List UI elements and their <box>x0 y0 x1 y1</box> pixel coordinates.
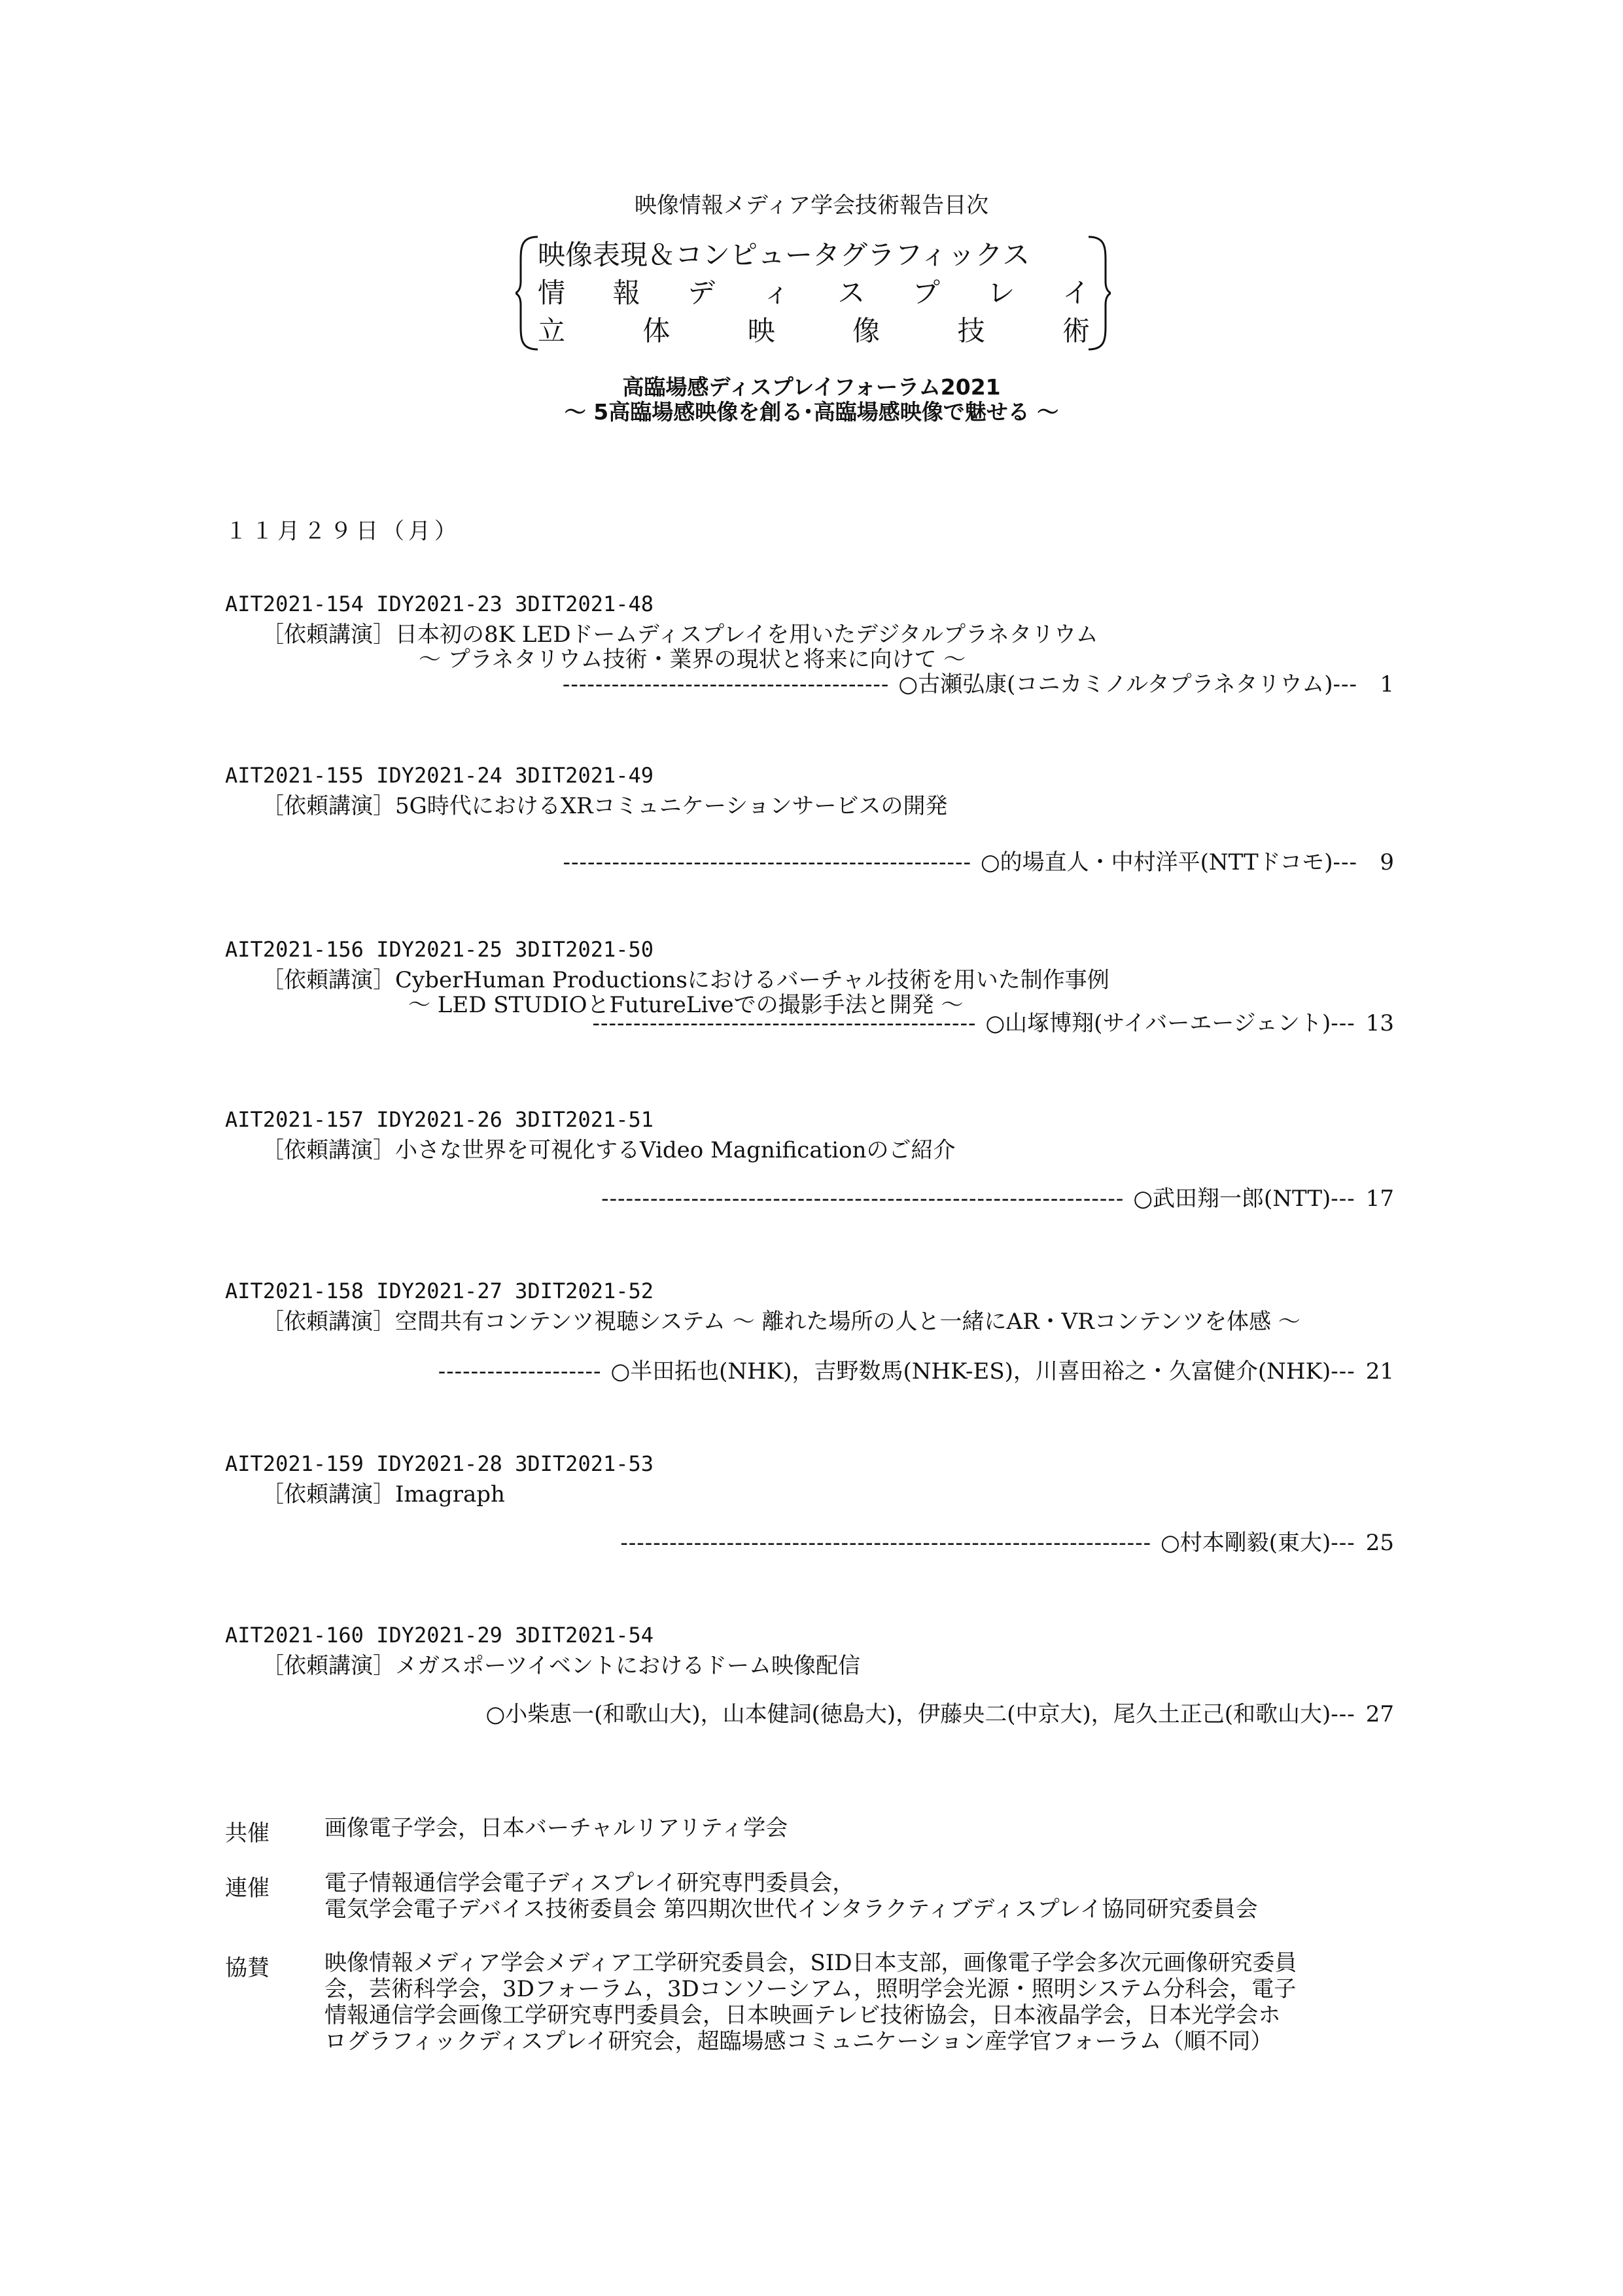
char: 立 <box>538 315 566 347</box>
page-number: 1 <box>1380 671 1394 698</box>
trail-dashes: --- <box>1331 1010 1355 1036</box>
char: 体 <box>642 315 671 347</box>
program-entry <box>0 592 1623 709</box>
char: ィ <box>762 277 790 309</box>
left-bracket-shape <box>515 237 538 349</box>
cohost-body <box>324 1815 788 1841</box>
paper-ids: AIT2021-157 IDY2021-26 3DIT2021-51 <box>225 1107 654 1132</box>
author-line <box>593 1005 1394 1037</box>
leader-dashes: ----------------------------------------------- <box>592 1010 977 1036</box>
trail-dashes: --- <box>1331 1186 1355 1212</box>
program-entry <box>0 937 1623 1055</box>
author-line <box>563 666 1394 698</box>
program-entry <box>0 1107 1623 1225</box>
paper-authors: ○小柴恵一(和歌山大)，山本健詞(徳島大)，伊藤央二(中京大)，尾久土正己(和歌山大) <box>485 1701 1331 1727</box>
paper-authors: ○山塚博翔(サイバーエージェント) <box>985 1010 1331 1036</box>
page-number: 9 <box>1380 849 1394 875</box>
page-number: 25 <box>1365 1530 1394 1556</box>
paper-ids: AIT2021-154 IDY2021-23 3DIT2021-48 <box>225 592 654 616</box>
paper-subtitle: ～ LED STUDIOとFutureLiveでの撮影手法と開発 ～ <box>408 992 964 1018</box>
paper-title: ［依頼講演］メガスポーツイベントにおけるドーム映像配信 <box>262 1653 860 1679</box>
paper-title: ［依頼講演］CyberHuman Productionsにおけるバーチャル技術を用いた制作事例 <box>262 967 1109 993</box>
paper-authors: ○的場直人・中村洋平(NTTドコモ) <box>980 849 1333 875</box>
paper-authors: ○村本剛毅(東大) <box>1161 1530 1331 1556</box>
support-line: 会，芸術科学会，3Dフォーラム，3Dコンソーシアム，照明学会光源・照明システム分科会，電子 <box>324 1976 1297 2002</box>
char: プ <box>912 277 940 309</box>
forum-subtitle: ～ 5高臨場感映像を創る･高臨場感映像で魅せる ～ <box>564 399 1059 425</box>
page-number: 27 <box>1365 1701 1394 1727</box>
program-entry <box>0 1279 1623 1396</box>
paper-ids: AIT2021-159 IDY2021-28 3DIT2021-53 <box>225 1451 654 1476</box>
char: レ <box>987 277 1015 309</box>
leader-dashes: ---------------------------------------------------------------- <box>601 1186 1125 1212</box>
char: 情 <box>538 277 566 309</box>
program-entry <box>0 1451 1623 1569</box>
category-av-cg: 映像表現＆コンピュータグラフィックス <box>538 239 1030 271</box>
char: 映 <box>747 315 775 347</box>
author-line <box>563 844 1394 876</box>
paper-authors: ○半田拓也(NHK)，吉野数馬(NHK-ES)，川喜田裕之・久富健介(NHK) <box>610 1358 1331 1385</box>
page-number: 21 <box>1365 1358 1394 1385</box>
paper-title: ［依頼講演］日本初の8K LEDドームディスプレイを用いたデジタルプラネタリウム <box>262 622 1098 648</box>
trail-dashes: --- <box>1331 1701 1355 1727</box>
char: 像 <box>852 315 881 347</box>
paper-ids: AIT2021-160 IDY2021-29 3DIT2021-54 <box>225 1623 654 1648</box>
char: イ <box>1062 277 1090 309</box>
author-line <box>438 1353 1394 1385</box>
cohost-label: 共催 <box>225 1820 270 1846</box>
author-line <box>476 1696 1394 1728</box>
page-number: 13 <box>1365 1010 1394 1036</box>
support-line: ログラフィックディスプレイ研究会，超臨場感コミュニケーション産学官フォーラム（順不同） <box>324 2028 1273 2055</box>
char: 技 <box>957 315 985 347</box>
char: 報 <box>612 277 640 309</box>
program-entry <box>0 1623 1623 1740</box>
author-line <box>601 1180 1394 1212</box>
support-label: 協賛 <box>225 1955 270 1981</box>
char: ス <box>837 277 865 309</box>
char: デ <box>688 277 716 309</box>
trail-dashes: --- <box>1333 671 1357 698</box>
category-bracket-box <box>515 234 1111 352</box>
char: 術 <box>1062 315 1090 347</box>
author-line <box>620 1525 1394 1557</box>
paper-title: ［依頼講演］5G時代におけるXRコミュニケーションサービスの開発 <box>262 793 948 819</box>
paper-ids: AIT2021-158 IDY2021-27 3DIT2021-52 <box>225 1279 654 1303</box>
joint-line: 電子情報通信学会電子ディスプレイ研究専門委員会， <box>324 1870 855 1896</box>
paper-title: ［依頼講演］Imagraph <box>262 1481 505 1508</box>
leader-dashes: ----------------------------------------------------------------- <box>620 1530 1152 1556</box>
cohost-line: 画像電子学会，日本バーチャルリアリティ学会 <box>324 1815 788 1841</box>
leader-dashes: ---------------------------------------- <box>562 671 890 698</box>
paper-ids: AIT2021-156 IDY2021-25 3DIT2021-50 <box>225 937 654 962</box>
report-header: 映像情報メディア学会技術報告目次 <box>634 192 989 219</box>
trail-dashes: --- <box>1333 849 1357 875</box>
session-date: １１月２９日（月） <box>225 518 461 544</box>
trail-dashes: --- <box>1331 1358 1355 1385</box>
joint-label: 連催 <box>225 1875 270 1901</box>
paper-ids: AIT2021-155 IDY2021-24 3DIT2021-49 <box>225 763 654 788</box>
joint-line: 電気学会電子デバイス技術委員会 第四期次世代インタラクティブディスプレイ協同研究委員会 <box>324 1896 1258 1922</box>
paper-authors: ○武田翔一郎(NTT) <box>1133 1186 1331 1212</box>
joint-body <box>324 1870 1258 1922</box>
paper-authors: ○古瀬弘康(コニカミノルタプラネタリウム) <box>898 671 1333 698</box>
support-body <box>324 1950 1297 2055</box>
forum-title: 高臨場感ディスプレイフォーラム2021 <box>622 374 1001 400</box>
trail-dashes: --- <box>1331 1530 1355 1556</box>
program-entry <box>0 763 1623 881</box>
category-info-display <box>538 275 1090 311</box>
support-line: 映像情報メディア学会メディア工学研究委員会，SID日本支部，画像電子学会多次元画像研究委員 <box>324 1950 1297 1976</box>
paper-title: ［依頼講演］小さな世界を可視化するVideo Magnificationのご紹介 <box>262 1137 956 1163</box>
paper-title: ［依頼講演］空間共有コンテンツ視聴システム ～ 離れた場所の人と一緒にAR・VRコンテンツを体感 ～ <box>262 1309 1300 1335</box>
paper-subtitle: ～ プラネタリウム技術・業界の現状と将来に向けて ～ <box>419 646 966 673</box>
support-line: 情報通信学会画像工学研究専門委員会，日本映画テレビ技術協会，日本液晶学会，日本光学会ホ <box>324 2002 1281 2028</box>
right-bracket-shape <box>1089 237 1111 349</box>
leader-dashes: -------------------------------------------------- <box>563 849 971 875</box>
leader-dashes: -------------------- <box>438 1358 602 1385</box>
page-number: 17 <box>1365 1186 1394 1212</box>
category-3d-image-tech <box>538 313 1090 349</box>
